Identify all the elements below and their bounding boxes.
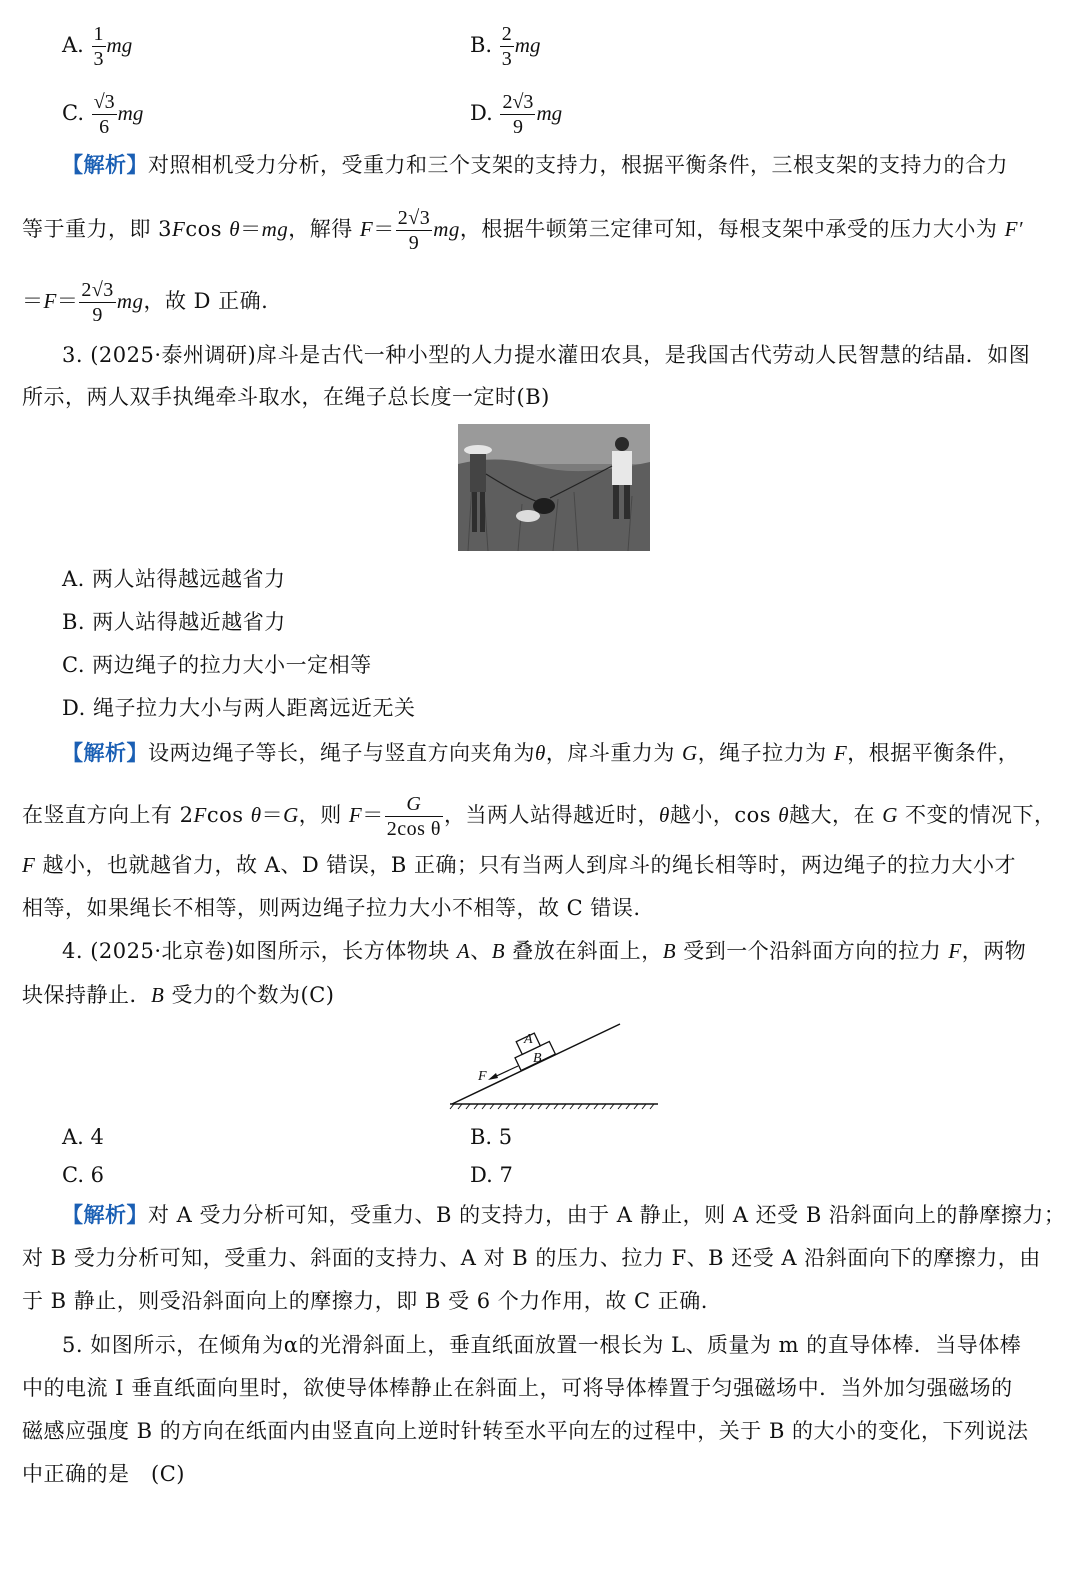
fraction: $\frac{2√3}{9}$ bbox=[81, 279, 114, 326]
label-f: F bbox=[478, 1069, 487, 1084]
q5-stem-line-1: 5. 如图所示，在倾角为α的光滑斜面上，垂直纸面放置一根长为 L、质量为 m 的直导体棒．当导体棒 bbox=[62, 1333, 1022, 1357]
q5-stem-line-2: 中的电流 I 垂直纸面向里时，欲使导体棒静止在斜面上，可将导体棒置于匀强磁场中．当外加匀强磁场的 bbox=[22, 1376, 1013, 1400]
q2-analysis-line-2: 等于重力，即 3Fcos θ＝mg，解得 F＝ $\frac{2√3}{9}$ mg，根据牛顿第三定律可知，每根支架中承受的压力大小为 F′ bbox=[22, 207, 1024, 254]
q2-option-d: D. $\frac{2√3}{9}$ mg bbox=[470, 91, 563, 138]
q3-analysis-line-2: 在竖直方向上有 2Fcos θ＝G，则 F＝ $\frac{G}{\text{2cos θ}}$ ，当两人站得越近时，θ越小，cos θ越大，在 G 不变的情况下， bbox=[22, 793, 1056, 840]
q3-stem-line-1: 3. (2025·泰州调研)戽斗是古代一种小型的人力提水灌田农具，是我国古代劳动人民智慧的结晶．如图 bbox=[62, 343, 1031, 367]
analysis-tag: 【解析】 bbox=[62, 1202, 148, 1227]
q4-incline-diagram bbox=[446, 1016, 662, 1116]
q4-option-a: A. 4 bbox=[62, 1125, 104, 1149]
q3-option-c: C. 两边绳子的拉力大小一定相等 bbox=[62, 653, 372, 677]
q4-stem-line-2: 块保持静止．B 受力的个数为(C) bbox=[22, 983, 335, 1007]
label-b: B bbox=[533, 1051, 542, 1066]
fraction: $\frac{2√3}{9}$ bbox=[502, 91, 534, 138]
q4-option-b: B. 5 bbox=[470, 1125, 513, 1149]
q2-option-b: B. $\frac{2}{3}$ mg bbox=[470, 23, 541, 70]
q3-analysis-line-3: F 越小，也就越省力，故 A、D 错误，B 正确；只有当两人到戽斗的绳长相等时，两边绳子的拉力大小才 bbox=[22, 853, 1016, 877]
q4-analysis-line-1: 【解析】对 A 受力分析可知，受重力、B 的支持力，由于 A 静止，则 A 还受 B 沿斜面向上的静摩擦力； bbox=[62, 1202, 1066, 1227]
q2-analysis-line-1: 【解析】对照相机受力分析，受重力和三个支架的支持力，根据平衡条件，三根支架的支持力的合力 bbox=[62, 152, 1008, 177]
analysis-tag: 【解析】 bbox=[62, 740, 148, 765]
fraction: $\frac{2}{3}$ bbox=[501, 23, 512, 70]
q3-analysis-line-1: 【解析】设两边绳子等长，绳子与竖直方向夹角为θ，戽斗重力为 G，绳子拉力为 F，根据平衡条件， bbox=[62, 740, 1020, 765]
q3-analysis-line-4: 相等，如果绳长不相等，则两边绳子拉力大小不相等，故 C 错误. bbox=[22, 896, 641, 920]
fraction: $\frac{√3}{6}$ bbox=[93, 91, 115, 138]
q3-stem-line-2: 所示，两人双手执绳牵斗取水，在绳子总长度一定时(B) bbox=[22, 385, 550, 409]
q3-option-b: B. 两人站得越近越省力 bbox=[62, 610, 286, 634]
q2-analysis-line-3: ＝F＝ $\frac{2√3}{9}$ mg，故 D 正确. bbox=[22, 279, 269, 326]
q2-option-c: C. $\frac{√3}{6}$ mg bbox=[62, 91, 144, 138]
q2-option-a: A. $\frac{1}{3}$ mg bbox=[62, 23, 133, 70]
q3-option-d: D. 绳子拉力大小与两人距离远近无关 bbox=[62, 696, 416, 720]
label-a: A bbox=[524, 1032, 533, 1047]
q4-analysis-line-2: 对 B 受力分析可知，受重力、斜面的支持力、A 对 B 的压力、拉力 F、B 还受 A 沿斜面向下的摩擦力，由 bbox=[22, 1246, 1041, 1270]
q4-option-c: C. 6 bbox=[62, 1163, 105, 1187]
analysis-tag: 【解析】 bbox=[62, 152, 148, 177]
q3-photo-two-people-with-bucket bbox=[458, 424, 650, 551]
q4-analysis-line-3: 于 B 静止，则受沿斜面向上的摩擦力，即 B 受 6 个力作用，故 C 正确. bbox=[22, 1289, 708, 1313]
q3-option-a: A. 两人站得越远越省力 bbox=[62, 567, 286, 591]
q5-stem-line-4: 中正确的是 (C) bbox=[22, 1462, 185, 1486]
q5-stem-line-3: 磁感应强度 B 的方向在纸面内由竖直向上逆时针转至水平向左的过程中，关于 B 的大小的变化，下列说法 bbox=[22, 1419, 1029, 1443]
fraction: $\frac{1}{3}$ bbox=[93, 23, 104, 70]
q4-option-d: D. 7 bbox=[470, 1163, 513, 1187]
q4-stem-line-1: 4. (2025·北京卷)如图所示，长方体物块 A、B 叠放在斜面上，B 受到一个沿斜面方向的拉力 F，两物 bbox=[62, 939, 1027, 963]
fraction: $\frac{2√3}{9}$ bbox=[397, 207, 431, 254]
fraction: $\frac{G}{\text{2cos θ}}$ bbox=[386, 793, 441, 840]
photo-illustration bbox=[458, 424, 650, 551]
